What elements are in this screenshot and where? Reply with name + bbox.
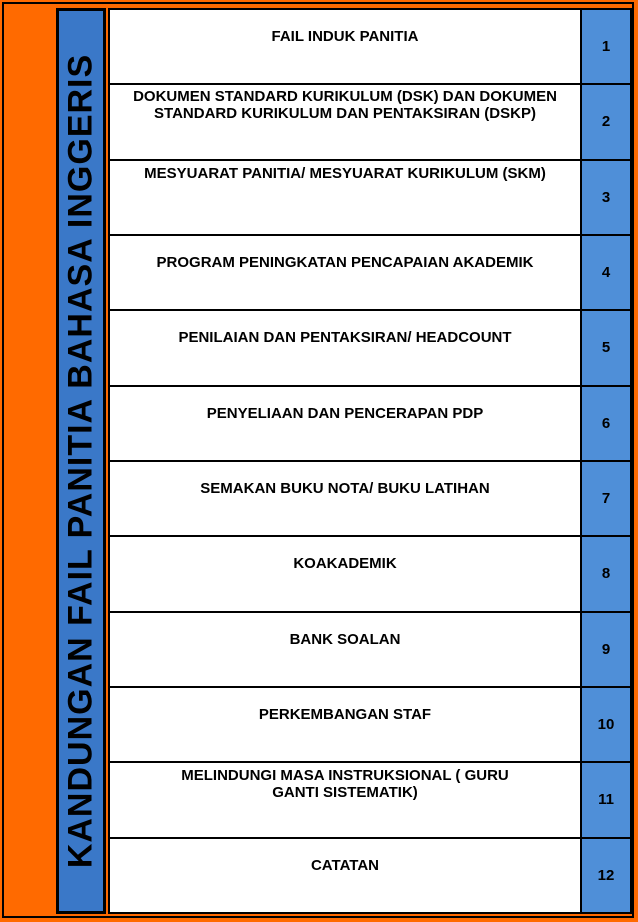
- row-title: BANK SOALAN: [110, 613, 582, 686]
- row-title: PERKEMBANGAN STAF: [110, 688, 582, 761]
- table-row: [110, 387, 630, 462]
- row-number: 3: [582, 161, 630, 234]
- row-title: DOKUMEN STANDARD KURIKULUM (DSK) DAN DOKUMEN STANDARD KURIKULUM DAN PENTAKSIRAN (DSKP): [110, 85, 582, 158]
- row-number: 1: [582, 10, 630, 83]
- table-row: [110, 10, 630, 85]
- table-row: [110, 85, 630, 160]
- table-row: [110, 161, 630, 236]
- row-title: PENYELIAAN DAN PENCERAPAN PDP: [110, 387, 582, 460]
- row-number: 12: [582, 839, 630, 912]
- row-number: 9: [582, 613, 630, 686]
- table-row: [110, 537, 630, 612]
- row-title: CATATAN: [110, 839, 582, 912]
- contents-table: [108, 8, 632, 914]
- table-row: [110, 462, 630, 537]
- row-title: KOAKADEMIK: [110, 537, 582, 610]
- side-banner: [56, 8, 106, 914]
- table-row: [110, 839, 630, 912]
- row-title: SEMAKAN BUKU NOTA/ BUKU LATIHAN: [110, 462, 582, 535]
- table-row: [110, 688, 630, 763]
- row-title: FAIL INDUK PANITIA: [110, 10, 582, 83]
- table-row: [110, 236, 630, 311]
- row-number: 7: [582, 462, 630, 535]
- row-title: PENILAIAN DAN PENTAKSIRAN/ HEADCOUNT: [110, 311, 582, 384]
- table-row: [110, 763, 630, 838]
- row-number: 10: [582, 688, 630, 761]
- row-number: 8: [582, 537, 630, 610]
- row-title: PROGRAM PENINGKATAN PENCAPAIAN AKADEMIK: [110, 236, 582, 309]
- row-number: 6: [582, 387, 630, 460]
- row-number: 11: [582, 763, 630, 836]
- page-title: KANDUNGAN FAIL PANITIA BAHASA INGGERIS: [61, 53, 100, 869]
- table-row: [110, 311, 630, 386]
- table-row: [110, 613, 630, 688]
- row-title: MELINDUNGI MASA INSTRUKSIONAL ( GURU GANTI SISTEMATIK): [110, 763, 582, 836]
- row-number: 5: [582, 311, 630, 384]
- row-number: 4: [582, 236, 630, 309]
- row-title: MESYUARAT PANITIA/ MESYUARAT KURIKULUM (SKM): [110, 161, 582, 234]
- row-number: 2: [582, 85, 630, 158]
